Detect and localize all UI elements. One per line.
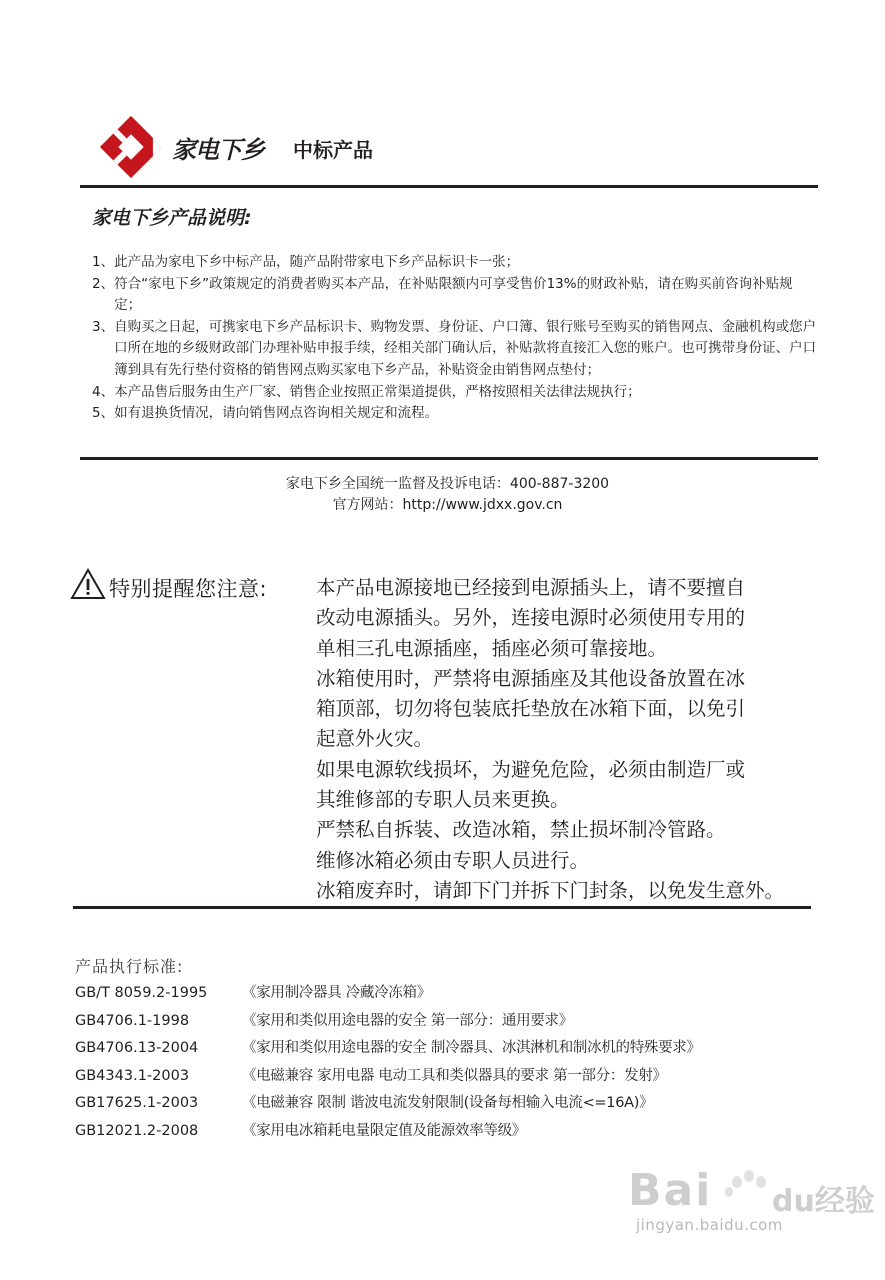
warning-triangle-icon	[70, 568, 106, 600]
warning-line: 如果电源软线损坏，为避免危险，必须由制造厂或	[316, 757, 746, 781]
note-item	[92, 382, 817, 404]
standard-row	[75, 983, 855, 1011]
warning-line: 本产品电源接地已经接到电源插头上，请不要擅自	[316, 576, 746, 599]
standard-code: GB4706.1-1998	[75, 1012, 190, 1029]
warning-line: 其维修部的专职人员来更换。	[316, 788, 570, 812]
note-text: 此产品为家电下乡中标产品，随产品附带家电下乡产品标识卡一张；	[114, 254, 520, 270]
note-number: 3、	[92, 318, 115, 335]
note-number: 2、	[92, 275, 115, 292]
standard-row	[75, 1121, 855, 1149]
standard-title: 《家用制冷器具 冷藏冷冻箱》	[242, 985, 431, 1001]
logo-subtitle: 中标产品	[293, 138, 373, 162]
note-text: 本产品售后服务由生产厂家、销售企业按照正常渠道提供，严格按照相关法律法规执行；	[114, 383, 641, 400]
note-number: 5、	[92, 405, 115, 422]
standards-heading: 产品执行标准:	[75, 957, 184, 976]
hotline-website: 官方网站：http://www.jdxx.gov.cn	[332, 497, 563, 513]
standard-row	[75, 1011, 855, 1039]
warning-body	[316, 573, 856, 906]
standard-row	[75, 1038, 855, 1066]
warning-line: 单相三孔电源插座，插座必须可靠接地。	[316, 636, 668, 660]
note-text: 符合“家电下乡”政策规定的消费者购买本产品，在补贴限额内可享受售价13%的财政补贴，请在购买前咨询补贴规定；	[114, 275, 793, 314]
warning-line: 严禁私自拆装、改造冰箱，禁止损坏制冷管路。	[316, 818, 726, 842]
divider-bottom	[73, 906, 811, 909]
standard-code: GB12021.2-2008	[75, 1122, 199, 1139]
hotline-phone: 家电下乡全国统一监督及投诉电话：400-887-3200	[285, 476, 610, 492]
note-item	[92, 252, 817, 274]
note-item	[92, 317, 817, 382]
note-text: 如有退换货情况，请向销售网点咨询相关规定和流程。	[114, 405, 439, 422]
home-appliance-logo-icon	[96, 112, 166, 182]
standard-title: 《家用电冰箱耗电量限定值及能源效率等级》	[242, 1122, 526, 1139]
standard-code: GB/T 8059.2-1995	[75, 985, 208, 1001]
warning-line: 冰箱废弃时，请卸下门并拆下门封条，以免发生意外。	[316, 878, 785, 902]
hotline-block	[0, 474, 885, 516]
note-item	[92, 403, 817, 425]
standard-title: 《家用和类似用途电器的安全 制冷器具、冰淇淋机和制冰机的特殊要求》	[242, 1040, 701, 1056]
standard-title: 《家用和类似用途电器的安全 第一部分：通用要求》	[242, 1012, 573, 1029]
watermark-brand: Bai	[628, 1165, 713, 1216]
watermark-url: jingyan.baidu.com	[636, 1216, 783, 1234]
warning-line: 起意外火灾。	[316, 727, 434, 751]
standard-code: GB4706.13-2004	[75, 1040, 199, 1056]
warning-line: 改动电源插头。另外，连接电源时必须使用专用的	[316, 606, 746, 630]
note-number: 1、	[92, 254, 115, 270]
standard-code: GB4343.1-2003	[75, 1067, 190, 1084]
divider-top	[80, 185, 818, 188]
standard-row	[75, 1093, 855, 1121]
notes-list	[92, 252, 817, 425]
warning-line: 维修冰箱必须由专职人员进行。	[316, 848, 590, 872]
section-title: 家电下乡产品说明:	[92, 207, 252, 229]
standards-list	[75, 983, 855, 1148]
note-number: 4、	[92, 383, 115, 400]
standard-title: 《电磁兼容 限制 谐波电流发射限制(设备每相输入电流<=16A)》	[242, 1095, 654, 1111]
warning-label: 特别提醒您注意:	[109, 577, 268, 601]
warning-line: 箱顶部，切勿将包装底托垫放在冰箱下面，以免引	[316, 697, 746, 721]
standard-code: GB17625.1-2003	[75, 1095, 199, 1111]
standard-title: 《电磁兼容 家用电器 电动工具和类似器具的要求 第一部分：发射》	[242, 1067, 667, 1084]
warning-line: 冰箱使用时，严禁将电源插座及其他设备放置在冰	[316, 666, 746, 690]
standard-row	[75, 1066, 855, 1094]
divider-middle	[80, 457, 818, 460]
note-item	[92, 274, 817, 317]
watermark-brand-tail: du经验	[772, 1184, 875, 1219]
note-text: 自购买之日起，可携家电下乡产品标识卡、购物发票、身份证、户口簿、银行账号至购买的销售网点、金融机构或您户口所在地的乡级财政部门办理补贴申报手续，经相关部门确认后，补贴款将直接汇入您的账户。也可携带身份证、户口簿到具有先行垫付资格的销售网点购买家电下乡产品，补贴资金由销售网点垫付；	[114, 318, 817, 378]
logo-wordmark: 家电下乡	[172, 136, 264, 164]
